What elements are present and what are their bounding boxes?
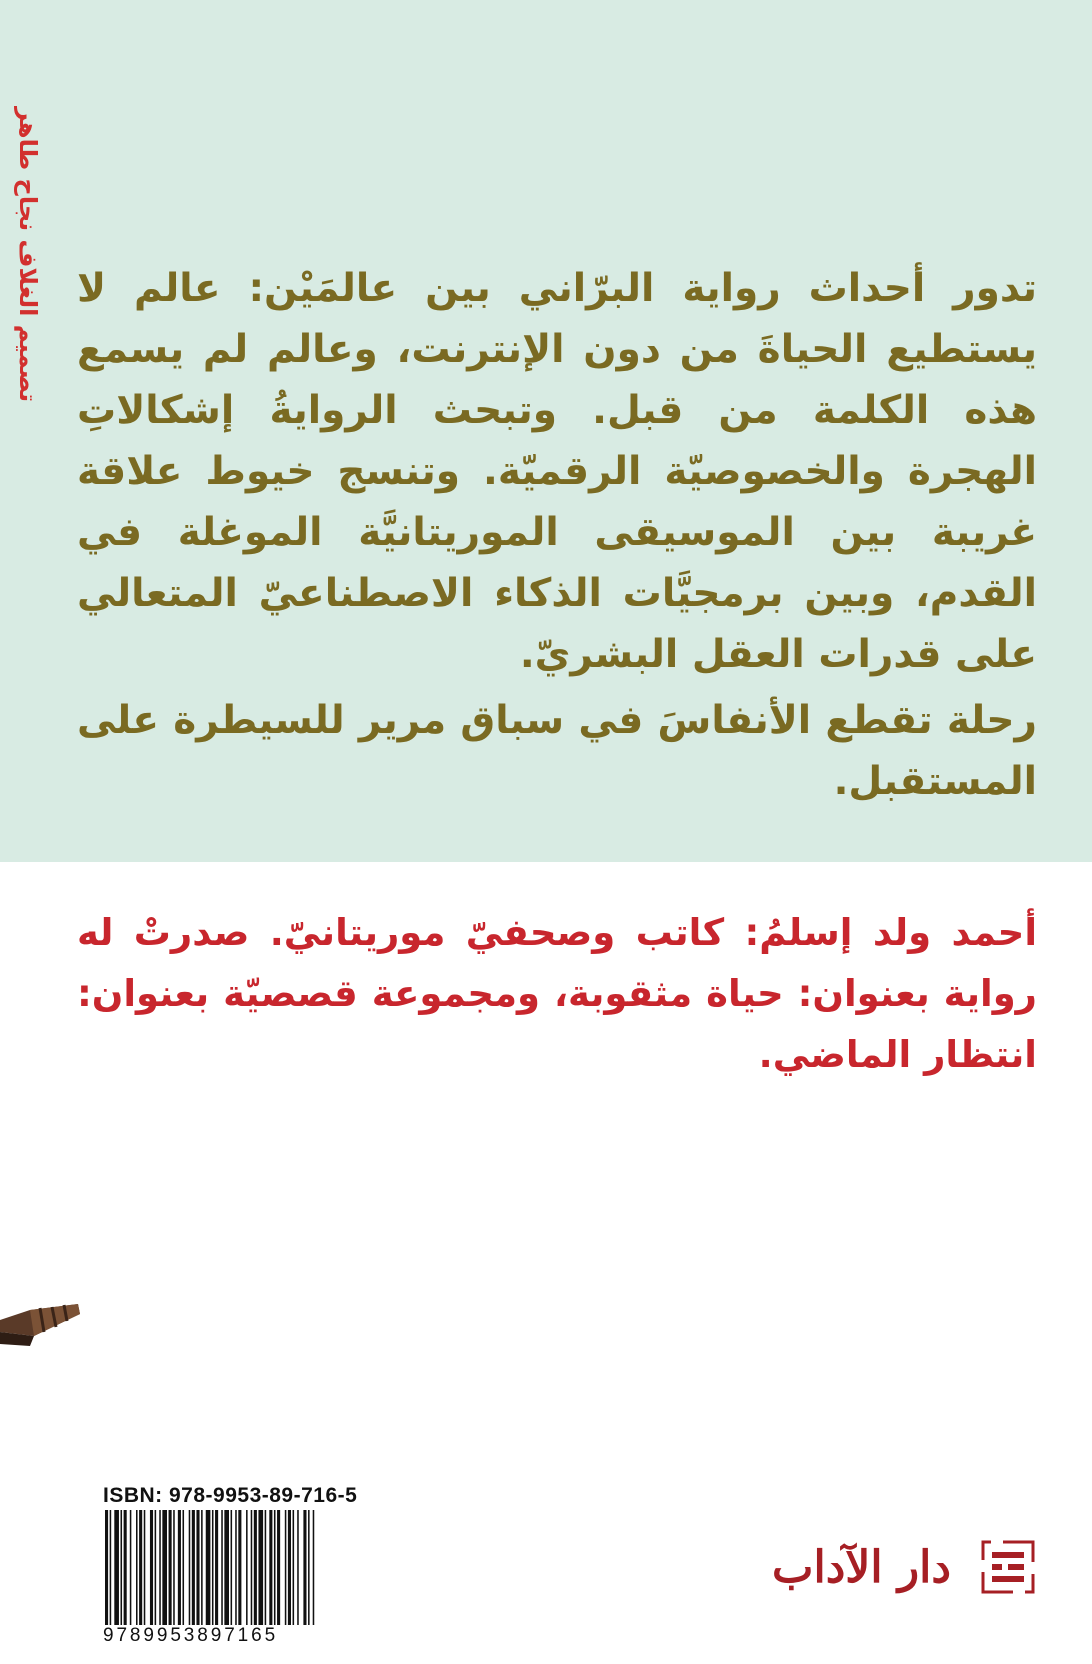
cover-design-credit: تصميم الغلاف نجاح طاهر (14, 107, 42, 403)
publisher-logo-icon (979, 1538, 1037, 1596)
synopsis-text: تدور أحداث رواية البرّاني بين عالمَيْن: عالم لا يستطيع الحياةَ من دون الإنترنت، وعالم لم يسمع هذه الكلمة من قبل. وتبحث الروايةُ إشكالاتِ الهجرة والخصوصيّة الرقميّة. وتنسج خيوط علاقة غريبة بين الموسيقى الموريتانيَّة الموغلة في القدم، وبين برمجيَّات الذكاء الاصطناعيّ المتعالي على قدرات العقل البشريّ. (77, 266, 1037, 677)
isbn-label: ISBN: 978-9953-89-716-5 (103, 1484, 358, 1507)
publisher-name: دار الآداب (772, 1541, 951, 1593)
pen-tip-icon (0, 1302, 80, 1348)
author-bio-text: أحمد ولد إسلمُ: كاتب وصحفيّ موريتانيّ. صدرتْ له رواية بعنوان: حياة مثقوبة، ومجموعة قصصيّة بعنوان: انتظار الماضي. (77, 911, 1037, 1076)
barcode-digits: 9789953897165 (103, 1625, 279, 1646)
barcode-icon (103, 1510, 391, 1625)
publisher-block (772, 1538, 1037, 1596)
tagline-text: رحلة تقطع الأنفاسَ في سباق مرير للسيطرة على المستقبل. (77, 698, 1037, 804)
